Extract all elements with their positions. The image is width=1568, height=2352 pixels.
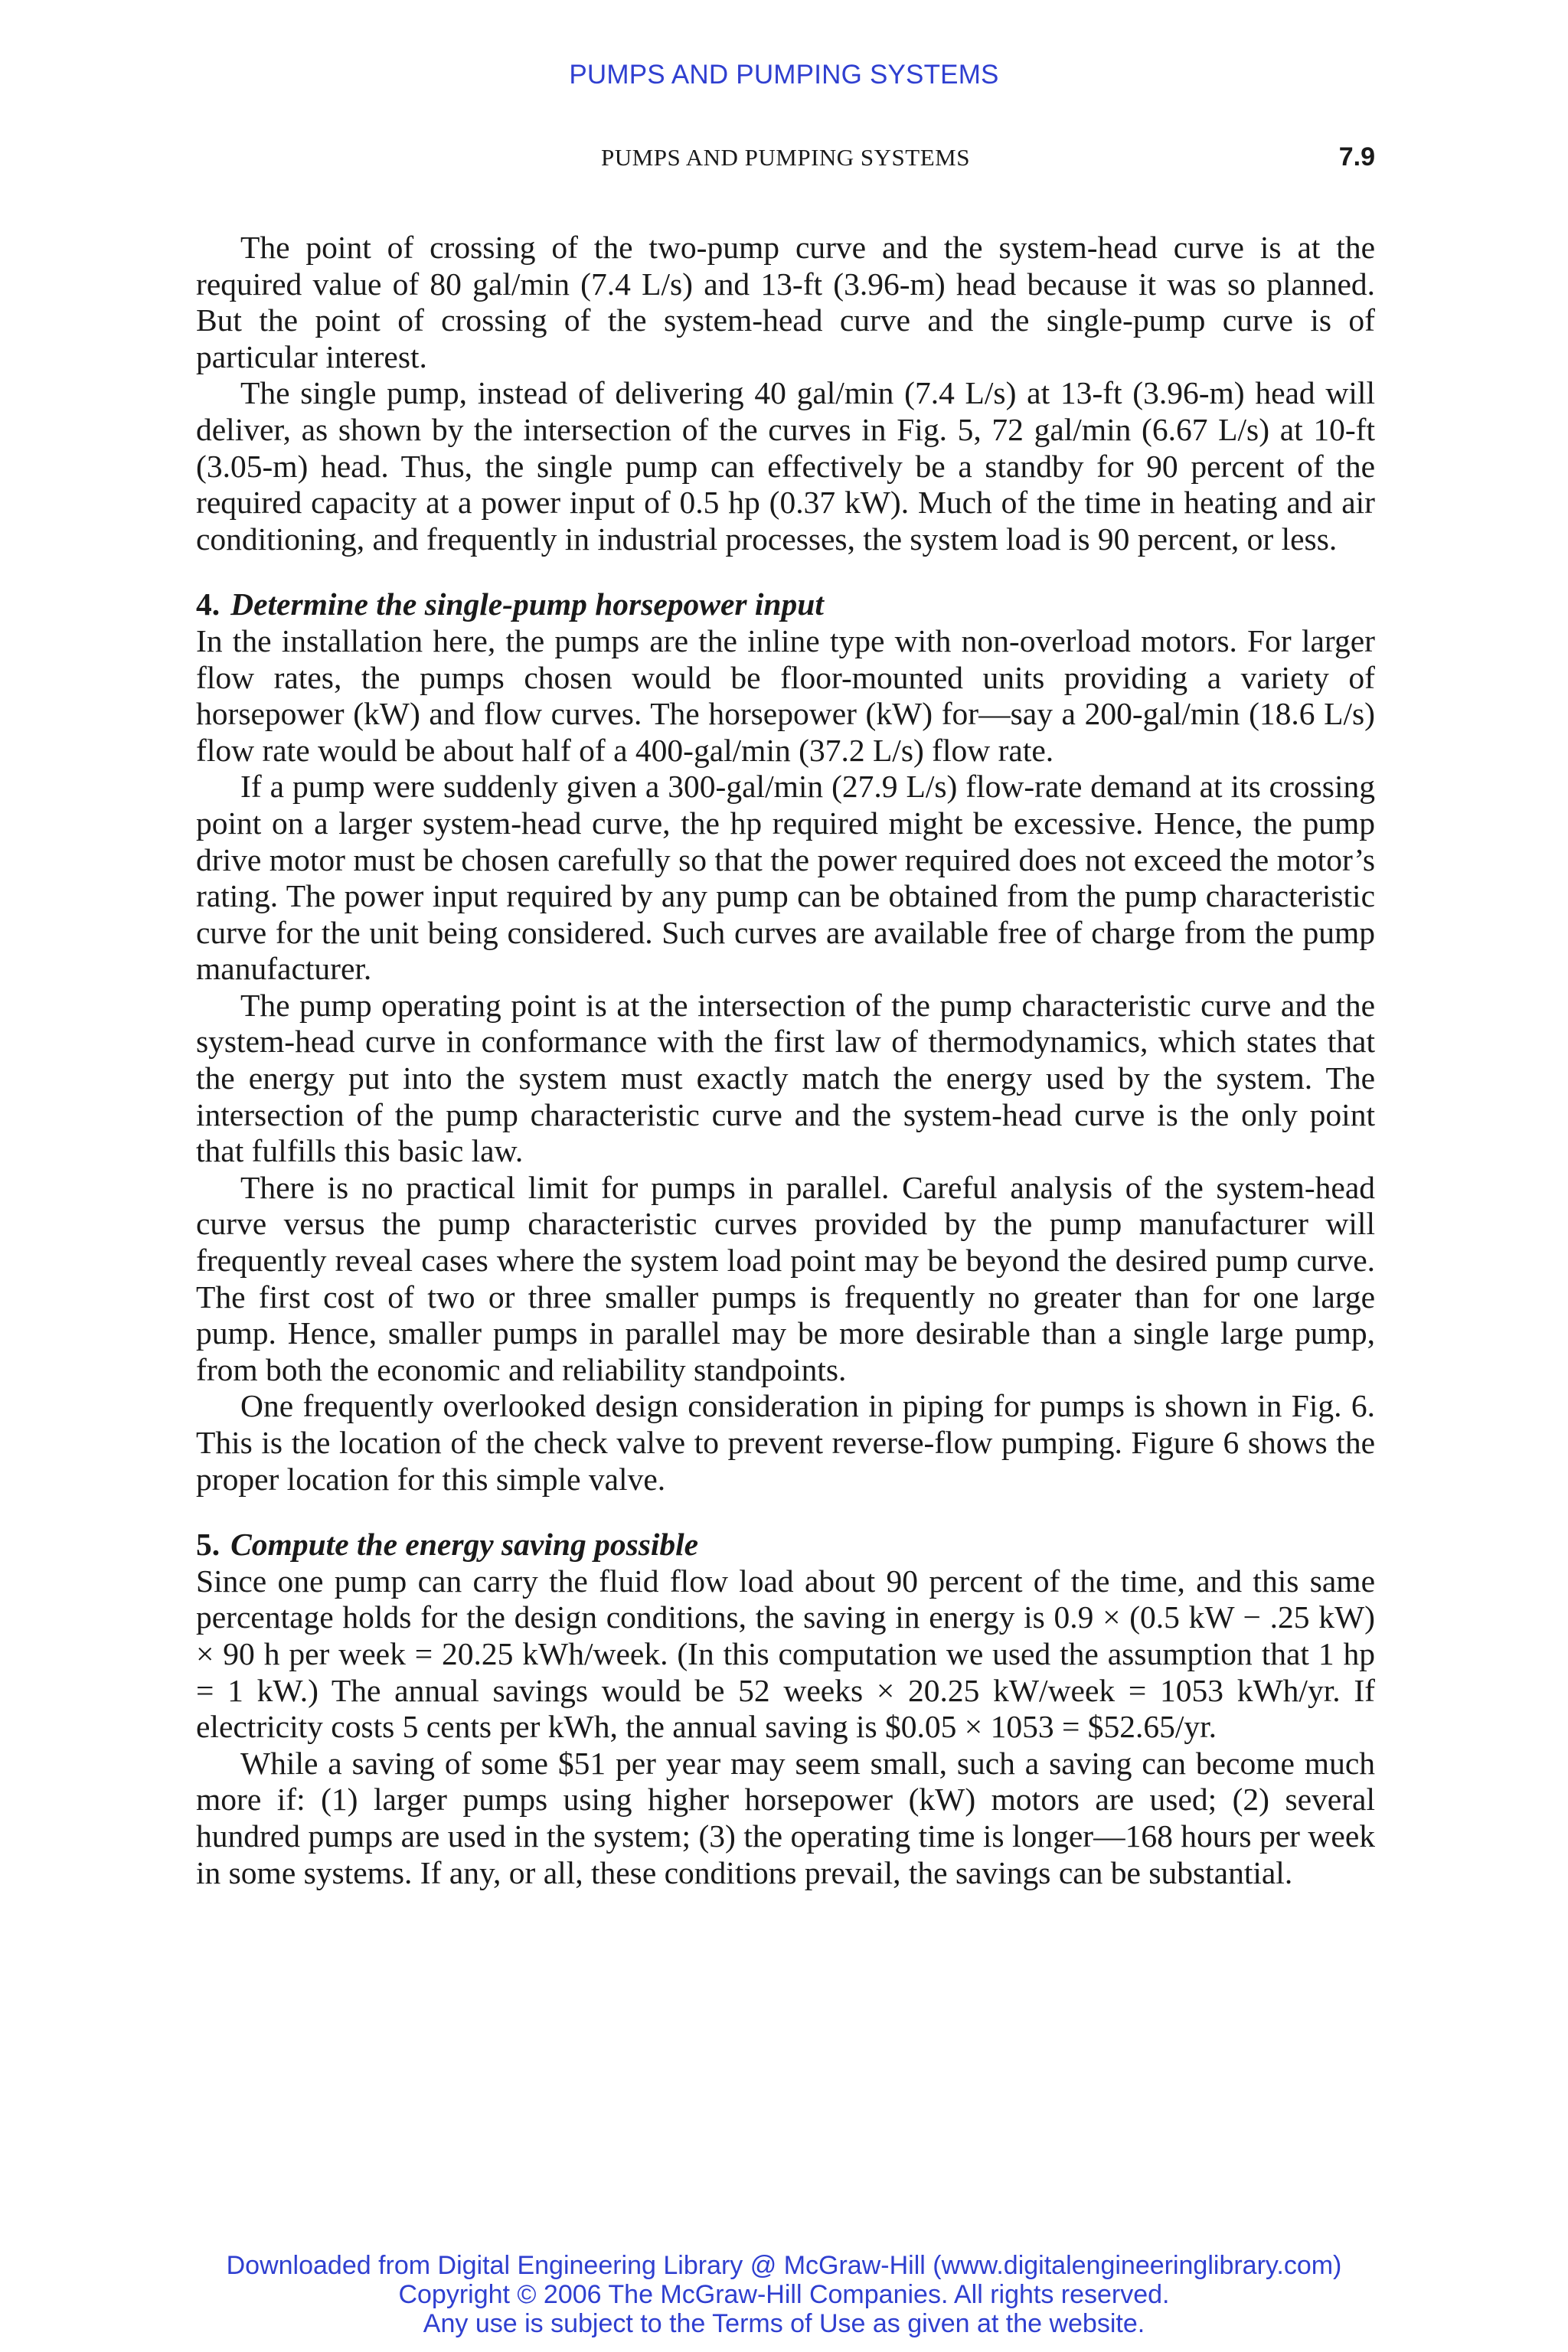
paragraph: There is no practical limit for pumps in parallel. Careful analysis of the system-head curve versus the pump characteristic curves provided by the pump manufacturer will frequently reveal cases where the system load point may be beyond the desired pump curve. The first cost of two or three smaller pumps is frequently no greater than for one large pump. Hence, smaller pumps in parallel may be more desirable than a single large pump, from both the economic and reliability standpoints.	[196, 1169, 1375, 1387]
running-title: PUMPS AND PUMPING SYSTEMS	[601, 144, 970, 171]
section-number: 4.	[196, 586, 220, 622]
top-banner: PUMPS AND PUMPING SYSTEMS	[569, 60, 999, 90]
paragraph: Since one pump can carry the fluid flow load about 90 percent of the time, and this same percentage holds for the design conditions, the saving in energy is 0.9 × (0.5 kW − .25 kW) × 90 h per week = 20.25 kWh/week. (In this computation we used the assumption that 1 hp = 1 kW.) The annual savings would be 52 weeks × 20.25 kW/week = 1053 kWh/yr. If electricity costs 5 cents per kWh, the annual saving is $0.05 × 1053 = $52.65/yr.	[196, 1563, 1375, 1745]
paragraph: While a saving of some $51 per year may seem small, such a saving can become much more if: (1) larger pumps using higher horsepower (kW) motors are used; (2) several hundred pumps are used in the system; (3) the operating time is longer—168 hours per week in some systems. If any, or all, these conditions prevail, the savings can be substantial.	[196, 1745, 1375, 1890]
body-text	[196, 230, 1375, 1891]
section-title: Determine the single-pump horsepower input	[230, 586, 824, 622]
paragraph: The single pump, instead of delivering 40 gal/min (7.4 L/s) at 13-ft (3.96-m) head will deliver, as shown by the intersection of the curves in Fig. 5, 72 gal/min (6.67 L/s) at 10-ft (3.05-m) head. Thus, the single pump can effectively be a standby for 90 percent of the required capacity at a power input of 0.5 hp (0.37 kW). Much of the time in heating and air conditioning, and frequently in industrial processes, the system load is 90 percent, or less.	[196, 375, 1375, 557]
paragraph: In the installation here, the pumps are the inline type with non-overload motors. For larger flow rates, the pumps chosen would be floor-mounted units providing a variety of horsepower (kW) and flow curves. The horsepower (kW) for—say a 200-gal/min (18.6 L/s) flow rate would be about half of a 400-gal/min (37.2 L/s) flow rate.	[196, 622, 1375, 768]
running-head	[196, 144, 1375, 178]
paragraph: The point of crossing of the two-pump curve and the system-head curve is at the required value of 80 gal/min (7.4 L/s) and 13-ft (3.96-m) head because it was so planned. But the point of crossing of the system-head curve and the single-pump curve is of particular interest.	[196, 230, 1375, 374]
page-number: 7.9	[1338, 142, 1375, 172]
section-heading-5	[196, 1527, 1375, 1563]
paragraph: If a pump were suddenly given a 300-gal/min (27.9 L/s) flow-rate demand at its crossing point on a larger system-head curve, the hp required might be excessive. Hence, the pump drive motor must be chosen carefully so that the power required does not exceed the motor’s rating. The power input required by any pump can be obtained from the pump characteristic curve for the unit being considered. Such curves are available free of charge from the pump manufacturer.	[196, 769, 1375, 987]
footer-download-link[interactable]: Downloaded from Digital Engineering Library @ McGraw-Hill (www.digitalengineeringlibrary.com)	[226, 2251, 1342, 2280]
footer	[0, 2251, 1568, 2338]
footer-copyright: Copyright © 2006 The McGraw-Hill Companies. All rights reserved.	[398, 2280, 1170, 2309]
section-title: Compute the energy saving possible	[230, 1527, 699, 1563]
paragraph: One frequently overlooked design consideration in piping for pumps is shown in Fig. 6. This is the location of the check valve to prevent reverse-flow pumping. Figure 6 shows the proper location for this simple valve.	[196, 1388, 1375, 1497]
section-heading-4	[196, 586, 1375, 623]
section-number: 5.	[196, 1527, 220, 1563]
footer-terms: Any use is subject to the Terms of Use as given at the website.	[423, 2309, 1145, 2338]
paragraph: The pump operating point is at the intersection of the pump characteristic curve and the system-head curve in conformance with the first law of thermodynamics, which states that the energy put into the system must exactly match the energy used by the system. The intersection of the pump characteristic curve and the system-head curve is the only point that fulfills this basic law.	[196, 987, 1375, 1169]
